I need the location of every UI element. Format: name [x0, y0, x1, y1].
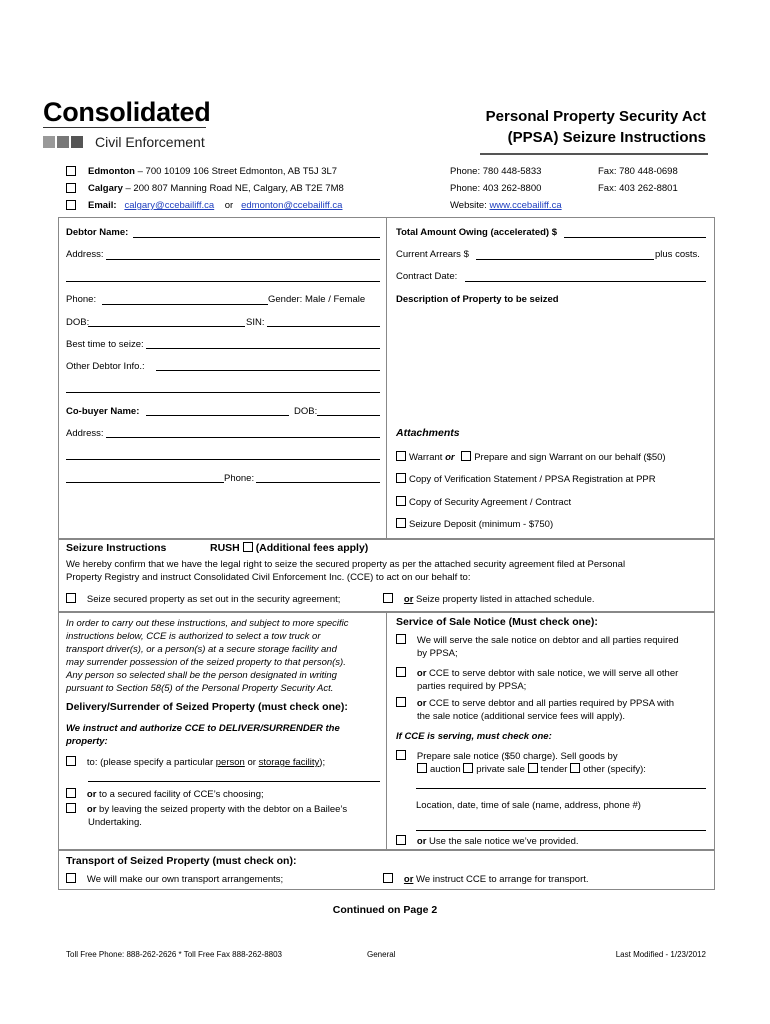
debtor-address-field-2[interactable] — [66, 281, 380, 282]
best-time-field[interactable] — [146, 348, 380, 349]
use-provided-notice-option[interactable]: or Use the sale notice we’ve provided. — [396, 835, 579, 847]
attachments-title: Attachments — [396, 427, 460, 439]
deliver-to-person-option[interactable]: to: (please specify a particular person or storage facility); — [66, 756, 325, 768]
property-description-label: Description of Property to be seized — [396, 294, 559, 305]
best-time-label: Best time to seize: — [66, 339, 144, 350]
debtor-name-label: Debtor Name: — [66, 227, 129, 238]
debtor-dob-label: DOB: — [66, 317, 90, 328]
office-calgary-phone: Phone: 403 262-8800 — [450, 183, 542, 194]
cobuyer-phone-field[interactable] — [256, 482, 380, 483]
sale-other-field[interactable] — [416, 788, 706, 789]
delivery-instruct: We instruct and authorize CCE to DELIVER/SURRENDER the property: — [66, 723, 340, 747]
delivery-divider — [386, 612, 387, 850]
checkbox-calgary[interactable] — [66, 183, 79, 195]
debtor-gender-label: Gender: Male / Female — [268, 294, 366, 305]
attachment-verification[interactable]: Copy of Verification Statement / PPSA Registration at PPR — [396, 473, 656, 485]
office-calgary: Calgary – 200 807 Manning Road NE, Calgary, AB T2E 7M8 — [88, 183, 344, 194]
private-sale-checkbox[interactable] — [463, 763, 473, 773]
cobuyer-address-label: Address: — [66, 428, 104, 439]
office-edmonton-phone: Phone: 780 448-5833 — [450, 166, 542, 177]
office-edmonton-fax: Fax: 780 448-0698 — [598, 166, 678, 177]
other-checkbox[interactable] — [570, 763, 580, 773]
seize-listed-option[interactable]: or Seize property listed in attached schedule. — [383, 593, 595, 605]
seizure-confirm-line1: We hereby confirm that we have the legal right to seize the secured property as per the attached security agreement filed at Personal — [66, 559, 626, 570]
arrears-label: Current Arrears $ — [396, 249, 469, 260]
rush-option[interactable]: RUSH (Additional fees apply) — [210, 542, 369, 554]
transport-title: Transport of Seized Property (must check on): — [66, 855, 297, 867]
total-owing-field[interactable] — [564, 237, 706, 238]
title-rule — [480, 153, 708, 155]
sale-location-field[interactable] — [416, 830, 706, 831]
logo-square-3 — [71, 136, 83, 148]
company-logo: Consolidated — [43, 97, 211, 127]
cobuyer-phone-label: Phone: — [224, 473, 255, 484]
website-link[interactable]: www.ccebailiff.ca — [489, 200, 562, 211]
seizure-title: Seizure Instructions — [66, 542, 167, 554]
attachment-seizure-deposit[interactable]: Seizure Deposit (minimum - $750) — [396, 518, 553, 530]
service-cce-debtor-option[interactable]: or CCE to serve debtor with sale notice, we will serve all other parties required by PPSA; — [396, 667, 678, 693]
cobuyer-dob-field[interactable] — [317, 415, 380, 416]
debtor-address-label: Address: — [66, 249, 104, 260]
transport-cce-option[interactable]: or We instruct CCE to arrange for transport. — [383, 873, 589, 885]
email-row: Email: calgary@ccebailiff.ca or edmonton@ccebailiff.ca — [88, 200, 343, 211]
debtor-phone-field[interactable] — [102, 304, 268, 305]
logo-subtitle: Civil Enforcement — [95, 134, 205, 150]
checkbox-edmonton[interactable] — [66, 166, 79, 178]
attachment-warrant[interactable]: Warrant or Prepare and sign Warrant on our behalf ($50) — [396, 451, 666, 463]
form-title-line1: Personal Property Security Act — [485, 108, 706, 125]
cobuyer-address-field-2[interactable] — [66, 459, 380, 460]
logo-square-2 — [57, 136, 69, 148]
contract-date-label: Contract Date: — [396, 271, 458, 282]
other-info-field[interactable] — [156, 370, 380, 371]
delivery-title: Delivery/Surrender of Seized Property (must check one): — [66, 701, 348, 713]
total-owing-label: Total Amount Owing (accelerated) $ — [396, 227, 557, 238]
logo-divider — [43, 127, 206, 128]
debtor-sin-field[interactable] — [267, 326, 380, 327]
seizure-confirm-line2: Property Registry and instruct Consolidated Civil Enforcement Inc. (CCE) to act on our behalf to: — [66, 572, 471, 583]
checkbox-email[interactable] — [66, 200, 79, 212]
cobuyer-address-field[interactable] — [106, 437, 380, 438]
email-edmonton-link[interactable]: edmonton@ccebailiff.ca — [241, 200, 343, 211]
service-title: Service of Sale Notice (Must check one): — [396, 616, 598, 628]
transport-own-option[interactable]: We will make our own transport arrangements; — [66, 873, 283, 885]
continued-note: Continued on Page 2 — [332, 904, 438, 916]
office-calgary-fax: Fax: 403 262-8801 — [598, 183, 678, 194]
prepare-sale-notice-option[interactable]: Prepare sale notice ($50 charge). Sell goods by auction private sale tender other (specify): — [396, 750, 646, 776]
debtor-phone-label: Phone: — [66, 294, 97, 305]
other-info-field-2[interactable] — [66, 392, 380, 393]
contract-date-field[interactable] — [465, 281, 706, 282]
debtor-sin-label: SIN: — [246, 317, 265, 328]
plus-costs-label: plus costs. — [655, 249, 700, 260]
debtor-address-field[interactable] — [106, 259, 380, 260]
tender-checkbox[interactable] — [528, 763, 538, 773]
email-calgary-link[interactable]: calgary@ccebailiff.ca — [124, 200, 215, 211]
sale-location-label: Location, date, time of sale (name, address, phone #) — [416, 800, 641, 811]
debtor-section-divider — [386, 217, 387, 539]
other-info-label: Other Debtor Info.: — [66, 361, 145, 372]
if-cce-serving-label: If CCE is serving, must check one: — [396, 731, 552, 742]
service-self-option[interactable]: We will serve the sale notice on debtor and all parties required by PPSA; — [396, 634, 679, 660]
footer-toll-free: Toll Free Phone: 888-262-2626 * Toll Free Fax 888-262-8803 — [66, 950, 282, 959]
footer-last-modified: Last Modified - 1/23/2012 — [615, 950, 706, 959]
footer-classification: General — [367, 950, 396, 959]
cobuyer-address-field-3[interactable] — [66, 482, 224, 483]
form-title-line2: (PPSA) Seizure Instructions — [507, 129, 706, 146]
auction-checkbox[interactable] — [417, 763, 427, 773]
debtor-name-field[interactable] — [133, 237, 380, 238]
office-edmonton: Edmonton – 700 10109 106 Street Edmonton, AB T5J 3L7 — [88, 166, 338, 177]
deliver-to-field[interactable] — [88, 781, 380, 782]
attachment-security-agreement[interactable]: Copy of Security Agreement / Contract — [396, 496, 571, 508]
logo-square-1 — [43, 136, 55, 148]
debtor-dob-field[interactable] — [88, 326, 245, 327]
deliver-bailee-option[interactable]: or by leaving the seized property with the debtor on a Bailee’s Undertaking. — [66, 803, 347, 829]
service-cce-all-option[interactable]: or CCE to serve debtor and all parties required by PPSA with the sale notice (additional service fees will apply). — [396, 697, 674, 723]
deliver-cce-facility-option[interactable]: or to a secured facility of CCE’s choosing; — [66, 788, 264, 800]
arrears-field[interactable] — [476, 259, 654, 260]
cobuyer-dob-label: DOB: — [294, 406, 318, 417]
seize-secured-option[interactable]: Seize secured property as set out in the security agreement; — [66, 593, 340, 605]
cobuyer-name-field[interactable] — [146, 415, 289, 416]
intro-italic-text: In order to carry out these instructions, and subject to more specific instructions below, CCE is authorized to select a tow truck or transport driver(s), or a person(s) at a secure storage facility and may surrender possession of the seized property to that person(s). Any person so selected shall be the person designated in writing pursuant to Section 58(5) of the Personal Property Security Act. — [66, 618, 349, 694]
cobuyer-name-label: Co-buyer Name: — [66, 406, 140, 417]
website-row: Website: www.ccebailiff.ca — [450, 200, 562, 211]
